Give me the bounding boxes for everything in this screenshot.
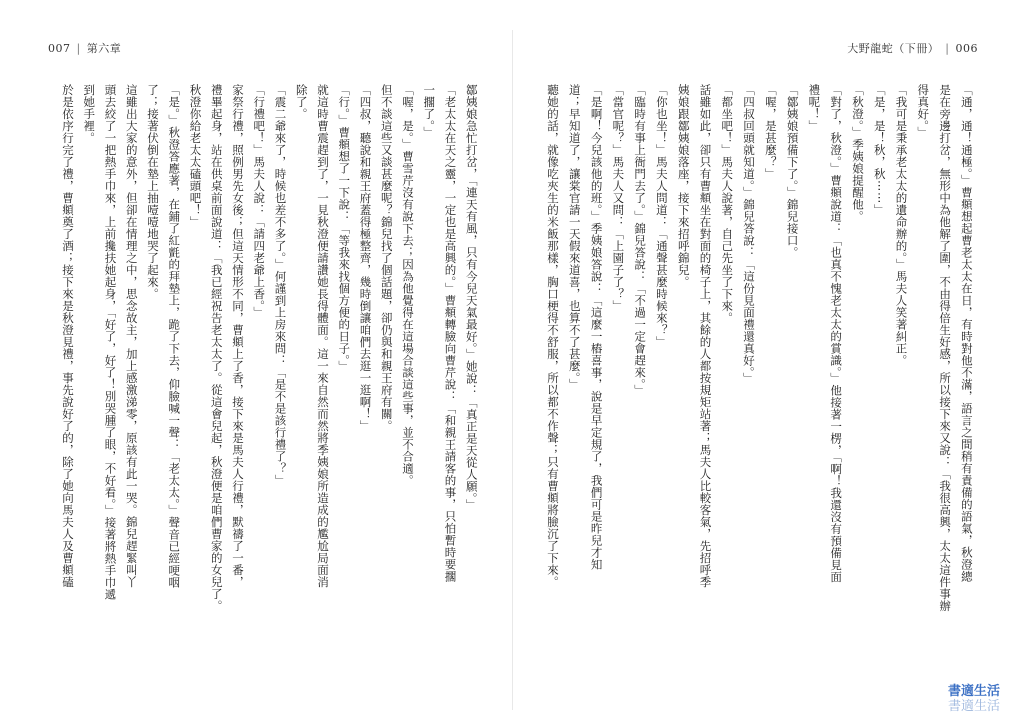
text-column: 「震二爺來了，時候也差不多了。」何謹到上房來問：「是不是該行禮了？」 xyxy=(273,84,288,487)
text-column: 「對了，秋澄。」曹頫說道：「也真不愧老太太的賞識。」他接著一楞，「啊！我還沒有預備見面 xyxy=(829,84,844,583)
left-chapter-title: 第六章 xyxy=(86,42,122,55)
watermark-line-secondary: 書適生活 xyxy=(947,699,1000,714)
text-column: 「你也坐！」馬夫人問道：「通聲甚麼時候來？」 xyxy=(654,84,669,348)
right-book-title: 大野龍蛇（下冊） xyxy=(847,42,940,55)
text-column: 「是啊！今兒該他的班。」季姨娘答說：「這麼一樁喜事，說是早定規了，我們可是昨兒才知 xyxy=(589,84,604,571)
text-column: 「老太太在天之靈，一定也是高興的。」曹頫轉臉向曹芹說：「和親王請客的事，只怕暫時要擱 xyxy=(443,84,458,583)
text-column: 這雖出大家的意外，但卻在情理之中，思念故主，加上感激涕零，原該有此一哭。錦兒趕緊叫丫 xyxy=(124,84,139,588)
text-column: 但不談這些又談甚麼呢？錦兒找了個話題，卻仍與和親王府有關。 xyxy=(379,84,394,432)
text-column: 就這時曹震趕到了，一見秋澄便請讚她長得體面。這一來自然而然將季姨娘所造成的尷尬局面消 xyxy=(316,84,330,588)
right-running-head xyxy=(847,40,978,56)
publisher-watermark xyxy=(948,684,1000,714)
text-column: 得真好。」 xyxy=(916,84,931,139)
right-header-separator: | xyxy=(945,42,950,55)
text-column: 「都坐吧！」馬夫人說著，自己先坐了下來。 xyxy=(720,84,735,324)
text-column: 鄒姨娘急忙打岔，「連天有風，只有今兒天氣最好。」她說：「真正是天從人願。」 xyxy=(464,84,479,511)
left-running-head xyxy=(48,40,121,56)
text-column: 「臨時有事上衙門去了。」錦兒答說：「不過一定會趕來。」 xyxy=(633,84,648,397)
text-column: 頭去絞了一把熱手巾來，上前攙扶她起身，「好了，好了！別哭腫了眼，不好看。」接著將熱手巾遞 xyxy=(103,84,118,601)
text-column: 「四叔，聽說和親王府蓋得極整齊，幾時倒讓咱們去逛一逛啊！」 xyxy=(358,84,373,432)
text-column: 「鄒姨娘預備下了。」錦兒接口。 xyxy=(785,84,800,259)
text-column: 了；接著伏倒在墊上抽噎噎地哭了起來。 xyxy=(146,84,160,300)
text-column: 「是，是！秋，秋⋯⋯」 xyxy=(872,84,887,216)
right-page-number: 006 xyxy=(955,42,978,55)
text-column: 於是依序行完了禮，曹頫奠了酒；接下來是秋澄見禮，事先說好了的，除了她向馬夫人及曹頫磕 xyxy=(61,84,75,588)
text-column: 是在旁邊打岔，無形中為他解了圍，不由得倍生好感，所以接下來又說：「我很高興，太太這件事辦 xyxy=(938,84,953,612)
text-column: 禮畢起身，站在供桌前面說道：「我已經祝告老太太了。從這會兒起，秋澄便是咱們曹家的女兒了。 xyxy=(209,84,224,612)
left-page-number: 007 xyxy=(48,42,71,55)
text-column: 禮呢！」 xyxy=(807,84,822,132)
text-column: 除了。 xyxy=(294,84,309,120)
text-column: 「四叔回頭就知道。」錦兒答說：「這份見面禮還真好。」 xyxy=(742,84,757,385)
text-column: 家祭行禮，照例男先女後；但這天情形不同，曹頫上了香，接下來是馬夫人行禮，默禱了一番， xyxy=(231,84,245,588)
text-column: 秋澄你給老太太磕頭吧！」 xyxy=(188,84,203,228)
text-column: 「行。」曹頫想了一下說：「等我來找個方便的日子。」 xyxy=(337,84,352,373)
text-column: 到她手裡。 xyxy=(82,84,97,144)
text-column: 一擱了。」 xyxy=(422,84,437,139)
text-column: 「喔，是。」曹雪芹沒有說下去；因為他覺得在這場合談這些事，並不合適。 xyxy=(401,84,415,487)
left-header-separator: | xyxy=(76,42,81,55)
text-column: 「行禮吧！」馬夫人說：「請四老爺上香。」 xyxy=(252,84,267,319)
left-page-text xyxy=(60,84,480,689)
text-column: 「秋澄。」季姨娘提醒他。 xyxy=(850,84,865,223)
text-column: 「喔，是甚麼？」 xyxy=(763,84,778,180)
page-gutter xyxy=(512,30,513,710)
text-column: 「是。」秋澄答應著，在鋪了紅氈的拜墊上，跪了下去，仰臉喊一聲：「老太太。」聲音已經哽咽 xyxy=(167,84,182,589)
text-column: 「當官呢？」馬夫人又問：「上園子了？」 xyxy=(611,84,626,312)
text-column: 「通，通！通極。」曹頫想起曹老太太在日，有時對他不滿，語言之間稍有責備的語氣，秋澄總 xyxy=(959,84,974,583)
text-column: 道；早知道了，讓棠官請一天假來道喜，也算不了甚麼。」 xyxy=(567,84,582,391)
text-column: 「我可是秉承老太太的遺命辦的。」馬夫人笑著糾正。 xyxy=(894,84,909,367)
right-page-text xyxy=(545,84,975,689)
watermark-line-primary: 書適生活 xyxy=(947,684,1000,699)
text-column: 話雖如此，卻只有曹頫坐在對面的椅子上，其餘的人都按規矩站著；馬夫人比較客氣，先招呼季 xyxy=(698,84,713,588)
text-column: 聽她的話，就像吃夾生的米飯那樣，胸口梗得不舒服，所以都不作聲；只有曹頫將臉沉了下來。 xyxy=(546,84,560,588)
text-column: 姨娘跟鄒姨娘落座，接下來招呼錦兒。 xyxy=(676,84,691,288)
